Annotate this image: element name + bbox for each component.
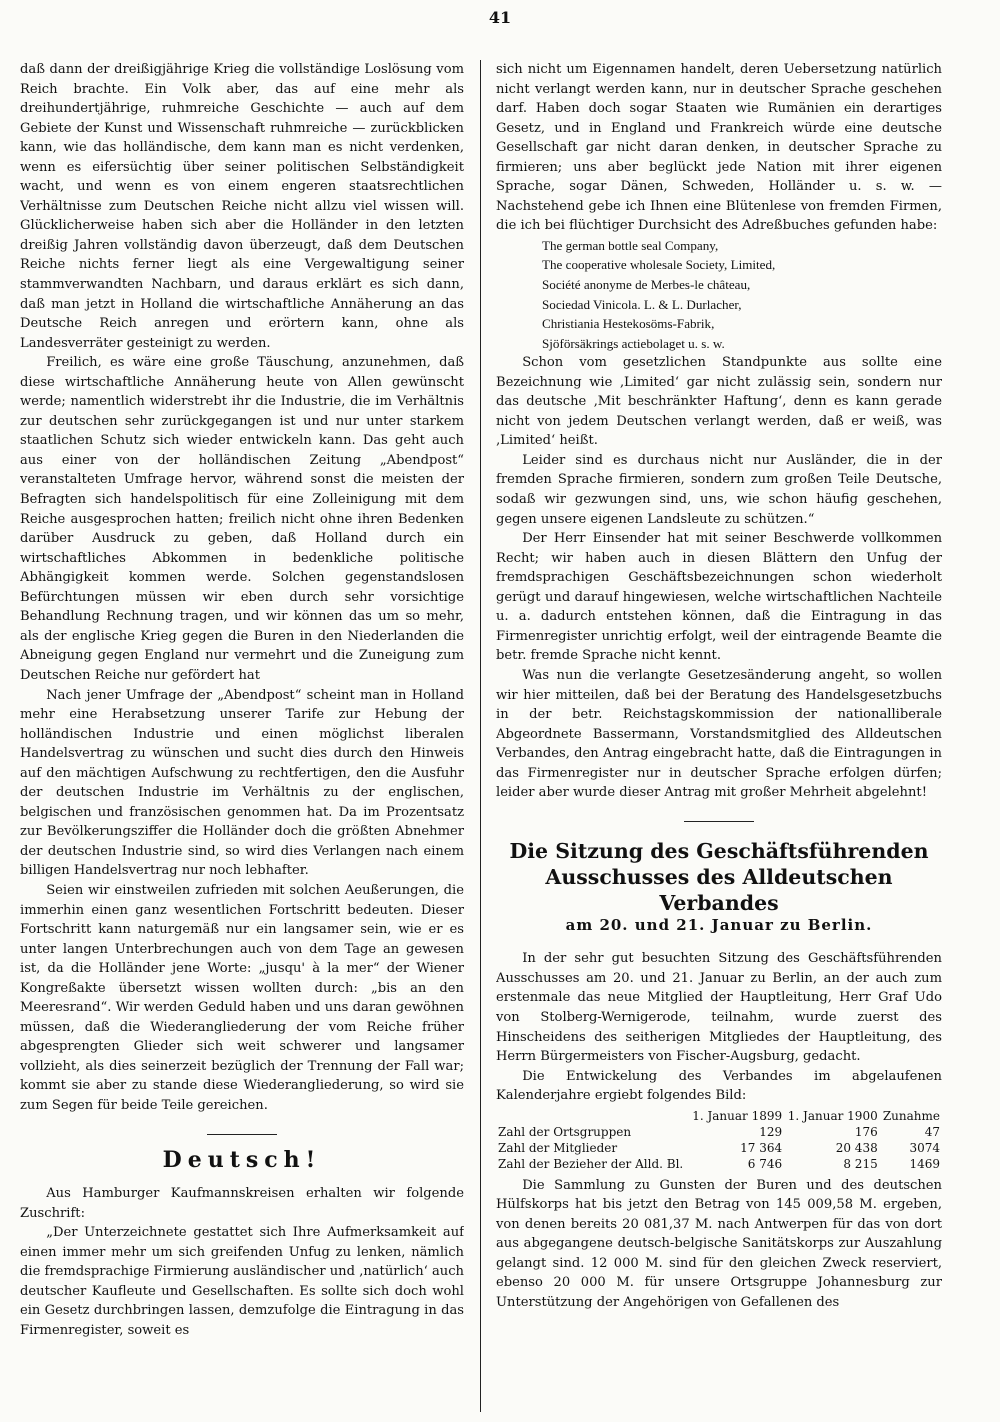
table-header [496,1108,689,1124]
left-column [20,60,464,1412]
table-cell: 3074 [909,1140,940,1155]
table-cell: Zahl der Mitglieder [498,1140,618,1155]
page-number: 41 [488,8,512,27]
list-item: Société anonyme de Merbes-le château, [542,277,751,293]
table-row [496,1140,942,1156]
paragraph: Freilich, es wäre eine große Täuschung, anzunehmen, daß diese wirtschaftliche Annäherung heute von Allen gewünscht werde; namentlich widerstrebt ihr die Industrie, die im Verhältnis zur deutschen sehr zurückgegangen ist und nur unter starkem staatlichen Schutz sich wieder entwickeln kann. Das geht auch aus einer von der holländischen Zeitung „Abendpost“ veranstalteten Umfrage hervor, während sonst die meisten der Befragten sich handelspolitisch für eine Zolleinigung mit dem Reiche ausgesprochen hatten; freilich nicht ohne ihren Bedenken darüber Ausdruck zu geben, daß Holland durch ein wirtschaftliches Abkommen in bedenkliche politische Abhängigkeit kommen werde. Solchen gegenstandslosen Befürchtungen müssen wir eben durch sehr vorsichtige Behandlung Rechnung tragen, und wir können das um so mehr, als der englische Krieg gegen die Buren in den Niederlanden die Abneigung gegen England nur vermehrt und die Zuneigung zum Deutschen Reiche nur gefördert hat [20,355,464,683]
table-cell: 1469 [909,1156,940,1171]
table-row [496,1156,942,1172]
paragraph: Schon vom gesetzlichen Standpunkte aus sollte eine Bezeichnung wie ‚Limited‘ gar nicht zulässig sein, sondern nur das deutsche ‚Mit beschränkter Haftung‘, denn es kann gerade nicht von jedem Deutschen verlangt werden, daß er weiß, was ‚Limited‘ heißt. [496,355,942,449]
list-item: Sociedad Vinicola. L. & L. Durlacher, [542,296,742,312]
table-cell: Zahl der Ortsgruppen [498,1124,632,1139]
table-header: 1. Januar 1900 [787,1108,878,1123]
paragraph: In der sehr gut besuchten Sitzung des Geschäftsführenden Ausschusses am 20. und 21. Januar zu Berlin, an der auch zum erstenmale das neue Mitglied der Hauptleitung, Herr Graf Udo von Stolberg-Wernigerode, teilnahm, wurde zuerst des Hinscheidens des seitherigen Mitgliedes der Hauptleitung, des Herrn Bürgermeisters von Fischer-Augsburg, gedacht. [496,951,942,1065]
paragraph: „Der Unterzeichnete gestattet sich Ihre Aufmerksamkeit auf einen immer mehr um sich greifenden Unfug zu lenken, nämlich die fremdsprachige Firmierung ausländischer und ‚natürlich‘ auch deutscher Kaufleute und Gesellschaften. Es sollte sich doch wohl ein Gesetz durchbringen lassen, demzufolge die Eintragung in das Firmenregister, soweit es [20,1225,464,1338]
table-header-row [496,1108,942,1124]
paragraph: Der Herr Einsender hat mit seiner Beschwerde vollkommen Recht; wir haben auch in diesen Blättern den Unfug der fremdsprachigen Geschäftsbezeichnungen schon wiederholt gerügt und darauf hingewiesen, welche wirtschaftlichen Nachteile u. a. dadurch entstehen können, daß die Eintragung in das Firmenregister unrichtig erfolgt, weil der eintragende Beamte die betr. fremde Sprache nicht kennt. [496,531,942,664]
table-cell: 129 [759,1124,783,1139]
paragraph: Was nun die verlangte Gesetzesänderung angeht, so wollen wir hier mitteilen, daß bei der Beratung des Handelsgesetzbuchs in der betr. Reichstagskommission der nationalliberale Abgeordnete Bassermann, Vorstandsmitglied des Alldeutschen Verbandes, den Antrag eingebracht hatte, daß die Eintragungen in das Firmenregister nur in deutscher Sprache erfolgen dürfen; leider aber wurde dieser Antrag mit großer Mehrheit abgelehnt! [496,667,942,801]
section-title: Die Sitzung des Geschäftsführenden [509,838,929,863]
paragraph: Seien wir einstweilen zufrieden mit solchen Aeußerungen, die immerhin einen ganz wesentlichen Fortschritt bedeuten. Dieser Fortschritt kann naturgemäß nur ein langsamer sein, wie er es unter langen Unterbrechungen auch von dem Tage an gewesen ist, da die Holländer jene Worte: „jusqu' à la mer“ der Wiener Kongreßakte übersetzt wissen wollten durch: „bis an den Meeresrand“. Wir werden Geduld haben und uns daran gewöhnen müssen, daß die Wiederangliederung der vom Reiche früher abgesprengten Glieder sich weit schwerer und langsamer vollzieht, als dies seinerzeit bezüglich der Trennung der Fall war; kommt sie aber zu stande diese Wiederangliederung, so wird sie zum Segen für beide Teile gereichen. [20,882,464,1113]
table-cell: Zahl der Bezieher der Alld. Bl. [498,1156,684,1171]
table-header: Zunahme [882,1108,940,1123]
table-cell: 6 746 [747,1156,783,1171]
paragraph: Leider sind es durchaus nicht nur Ausländer, die in der fremden Sprache firmieren, sondern zum großen Teile Deutsche, sodaß wir gezwungen sind, uns, wie schon häufig geschehen, gegen unsere eigenen Landsleute zu schützen.“ [496,452,942,527]
section-subtitle: am 20. und 21. Januar zu Berlin. [565,915,873,934]
section-separator [684,821,754,822]
paragraph: Die Sammlung zu Gunsten der Buren und des deutschen Hülfskorps hat bis jetzt den Betrag von 145 009,58 M. ergeben, von denen bereits 20 081,37 M. nach Antwerpen für das von dort aus abgegangene deutsch-belgische Sanitätskorps zur Auszahlung gelangt sind. 12 000 M. sind für den gleichen Zweck reserviert, ebenso 20 000 M. für unsere Ortsgruppe Johannesburg zur Unterstützung der Angehörigen von Gefallenen des [496,1177,942,1310]
table-row [496,1124,942,1140]
column-divider [480,60,481,1412]
list-item: The german bottle seal Company, [542,237,719,253]
list-item: Sjöförsäkrings actiebolaget u. s. w. [542,335,725,351]
firm-list [542,236,942,353]
table-cell: 20 438 [835,1140,878,1155]
table-cell: 176 [854,1124,878,1139]
section-separator [207,1134,277,1135]
paragraph: sich nicht um Eigennamen handelt, deren Uebersetzung natürlich nicht verlangt werden kann, nur in deutscher Sprache geschehen darf. Haben doch sogar Staaten wie Rumänien ein derartiges Gesetz, und in England und Frankreich würde eine deutsche Gesellschaft gar nicht daran denken, in deutscher Sprache zu firmieren; uns aber beglückt jede Nation mit ihrer eigenen Sprache, sogar Dänen, Schweden, Holländer u. s. w. — Nachstehend gebe ich Ihnen eine Blütenlese von fremden Firmen, die ich bei flüchtiger Durchsicht des Adreßbuches gefunden habe: [496,62,942,234]
table-header: 1. Januar 1899 [692,1108,783,1123]
paragraph: Die Entwickelung des Verbandes im abgelaufenen Kalenderjahre ergiebt folgendes Bild: [496,1068,942,1104]
list-item: The cooperative wholesale Society, Limited, [542,257,776,273]
statistics-table [496,1108,942,1172]
article-heading: Deutsch! [162,1146,322,1173]
table-cell: 8 215 [843,1156,878,1171]
section-title: Ausschusses des Alldeutschen Verbandes [545,864,893,915]
right-column [496,60,942,1412]
list-item: Christiania Hestekosöms-Fabrik, [542,316,715,332]
table-cell: 47 [924,1124,940,1139]
paragraph: daß dann der dreißigjährige Krieg die vollständige Loslösung vom Reich brachte. Ein Volk aber, das auf eine mehr als dreihundertjährige, ruhmreiche Geschichte — auch auf dem Gebiete der Kunst und Wissenschaft ruhmreiche — zurückblicken kann, wie das holländische, dem kann man es nicht verdenken, wenn es eifersüchtig über seiner politischen Selbständigkeit wacht, und wenn es von einem engeren staatsrechtlichen Verhältnisse zum Deutschen Reiche nicht allzu viel wissen will. Glücklicherweise haben sich aber die Holländer in den letzten dreißig Jahren vollständig davon überzeugt, daß dem Deutschen Reiche nichts ferner liegt als eine Vergewaltigung seiner stammverwandten Nachbarn, und daraus erklärt es sich dann, daß man jetzt in Holland die wirtschaftliche Annäherung an das Deutsche Reich anregen und erörtern kann, ohne als Landesverräter gesteinigt zu werden. [20,62,464,351]
paragraph: Aus Hamburger Kaufmannskreisen erhalten wir folgende Zuschrift: [20,1186,464,1221]
table-cell: 17 364 [740,1140,783,1155]
paragraph: Nach jener Umfrage der „Abendpost“ scheint man in Holland mehr eine Herabsetzung unserer Tarife zur Hebung der holländischen Industrie und einen möglichst liberalen Handelsvertrag zu wünschen und sucht dies durch den Hinweis auf den mächtigen Aufschwung zu rechtfertigen, den die Ausfuhr der deutschen Industrie im Verhältnis zu der englischen, belgischen und französischen genommen hat. Da im Prozentsatz zur Bevölkerungsziffer die Holländer doch die größten Abnehmer der deutschen Industrie sind, so wird dies Verlangen nach einem billigen Handelsvertrag nur noch lebhafter. [20,687,464,879]
